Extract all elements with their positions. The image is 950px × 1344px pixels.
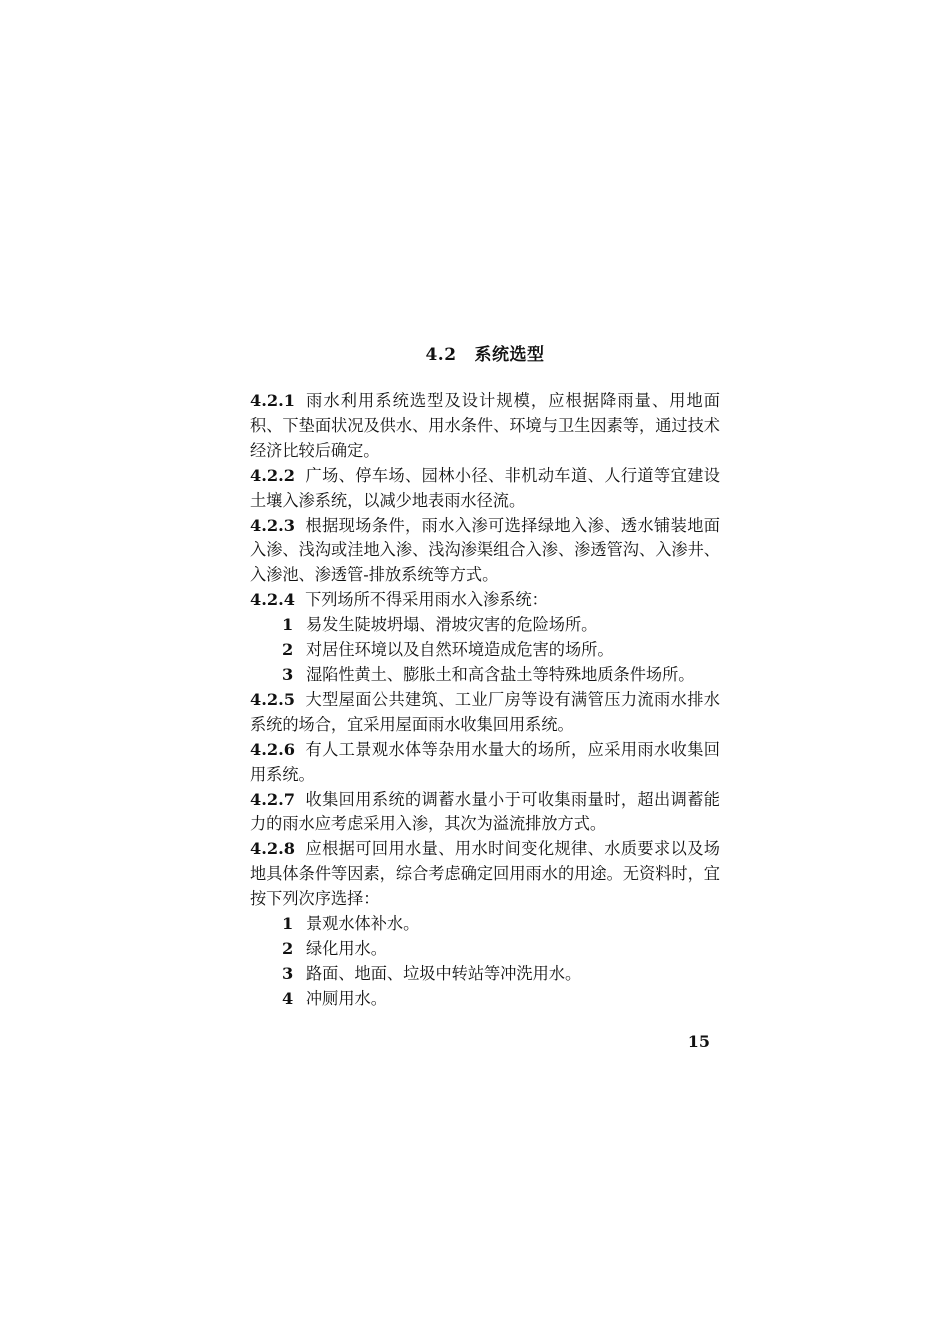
clause-number: 4.2.4 — [250, 590, 296, 610]
clause-number: 4.2.5 — [250, 689, 296, 709]
clause-text: 广场、停车场、园林小径、非机动车道、人行道等宜建设土壤入渗系统，以减少地表雨水径流。 — [250, 465, 720, 510]
list-item — [250, 987, 720, 1012]
clause-4-2-1 — [250, 389, 720, 464]
item-text: 绿化用水。 — [306, 938, 387, 958]
item-text: 湿陷性黄土、膨胀土和高含盐土等特殊地质条件场所。 — [306, 664, 695, 684]
clause-4-2-8 — [250, 837, 720, 912]
list-item — [250, 937, 720, 962]
item-text: 路面、地面、垃圾中转站等冲洗用水。 — [306, 963, 582, 983]
item-number: 3 — [282, 963, 294, 983]
section-number: 4.2 — [425, 345, 457, 365]
list-item — [250, 962, 720, 987]
clause-number: 4.2.8 — [250, 839, 296, 859]
clause-4-2-2 — [250, 464, 720, 514]
item-number: 4 — [282, 988, 294, 1008]
clause-text: 应根据可回用水量、用水时间变化规律、水质要求以及场地具体条件等因素，综合考虑确定回用雨水的用途。无资料时，宜按下列次序选择： — [250, 839, 720, 909]
clause-text: 大型屋面公共建筑、工业厂房等设有满管压力流雨水排水系统的场合，宜采用屋面雨水收集回用系统。 — [250, 689, 720, 734]
clause-number: 4.2.3 — [250, 515, 296, 535]
item-number: 2 — [282, 640, 294, 660]
clause-number: 4.2.2 — [250, 465, 296, 485]
item-number: 2 — [282, 938, 294, 958]
list-item — [250, 638, 720, 663]
clause-number: 4.2.7 — [250, 789, 296, 809]
clause-list — [250, 389, 720, 1012]
item-number: 1 — [282, 615, 294, 635]
item-text: 景观水体补水。 — [306, 914, 420, 934]
list-item — [250, 912, 720, 937]
item-text: 对居住环境以及自然环境造成危害的场所。 — [306, 640, 614, 660]
clause-text: 下列场所不得采用雨水入渗系统： — [305, 590, 548, 610]
clause-text: 有人工景观水体等杂用水量大的场所，应采用雨水收集回用系统。 — [250, 739, 720, 784]
section-heading: 系统选型 — [474, 345, 545, 365]
clause-text: 雨水利用系统选型及设计规模，应根据降雨量、用地面积、下垫面状况及供水、用水条件、环境与卫生因素等，通过技术经济比较后确定。 — [250, 391, 720, 460]
clause-4-2-7 — [250, 788, 720, 838]
clause-text: 收集回用系统的调蓄水量小于可收集雨量时，超出调蓄能力的雨水应考虑采用入渗，其次为溢流排放方式。 — [250, 789, 720, 834]
clause-4-2-5 — [250, 688, 720, 738]
page-number: 15 — [687, 1032, 710, 1051]
clause-4-2-3 — [250, 514, 720, 589]
list-item — [250, 613, 720, 638]
item-number: 3 — [282, 664, 294, 684]
item-text: 易发生陡坡坍塌、滑坡灾害的危险场所。 — [306, 615, 598, 635]
item-text: 冲厕用水。 — [306, 988, 387, 1008]
clause-number: 4.2.6 — [250, 739, 296, 759]
clause-4-2-4 — [250, 588, 720, 613]
section-title — [250, 340, 720, 365]
clause-4-2-6 — [250, 738, 720, 788]
clause-text: 根据现场条件，雨水入渗可选择绿地入渗、透水铺装地面入渗、浅沟或洼地入渗、浅沟渗渠组合入渗、渗透管沟、入渗井、入渗池、渗透管-排放系统等方式。 — [250, 515, 720, 585]
item-number: 1 — [282, 914, 294, 934]
clause-number: 4.2.1 — [250, 391, 296, 410]
list-item — [250, 663, 720, 688]
